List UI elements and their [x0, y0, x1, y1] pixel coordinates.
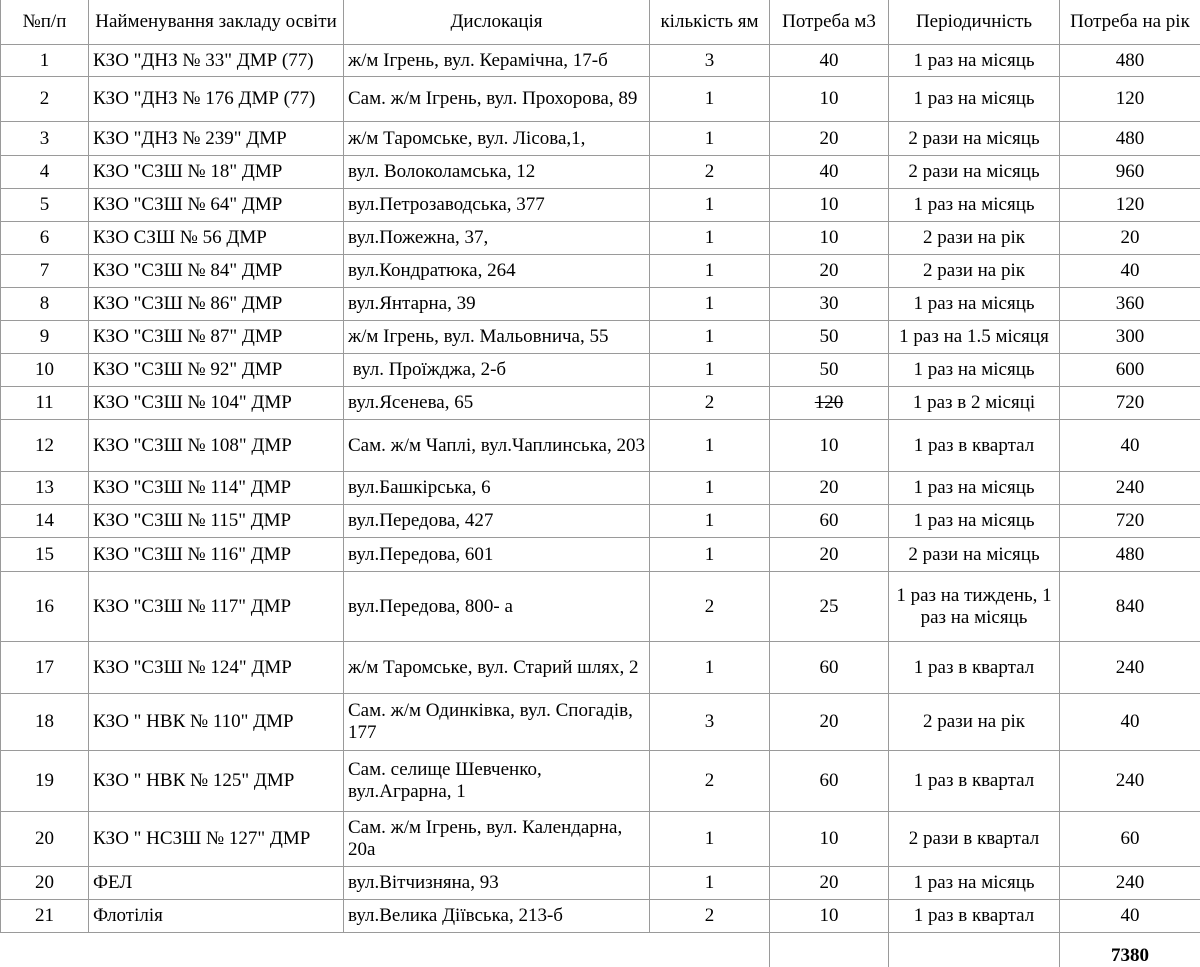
cell-year: 60: [1060, 812, 1200, 867]
cell-period: 2 рази на місяць: [889, 538, 1060, 572]
cell-year: 240: [1060, 751, 1200, 812]
cell-year: 300: [1060, 321, 1200, 354]
cell-m3: 40: [770, 45, 889, 77]
cell-num: 13: [1, 472, 89, 505]
cell-pits: 1: [650, 812, 770, 867]
cell-location: вул.Кондратюка, 264: [344, 255, 650, 288]
cell-location: ж/м Таромське, вул. Лісова,1,: [344, 122, 650, 156]
cell-location: Сам. ж/м Чаплі, вул.Чаплинська, 203: [344, 420, 650, 472]
cell-year: 480: [1060, 538, 1200, 572]
cell-period: 1 раз на місяць: [889, 472, 1060, 505]
cell-m3: 20: [770, 867, 889, 900]
cell-location: Сам. ж/м Ігрень, вул. Прохорова, 89: [344, 77, 650, 122]
table-row: [1, 255, 1200, 288]
cell-num: 5: [1, 189, 89, 222]
total-row: [1, 933, 1200, 967]
cell-location: вул.Башкірська, 6: [344, 472, 650, 505]
cell-location: вул.Передова, 601: [344, 538, 650, 572]
table-row: [1, 222, 1200, 255]
cell-num: 1: [1, 45, 89, 77]
cell-pits: 1: [650, 420, 770, 472]
cell-num: 9: [1, 321, 89, 354]
cell-name: Флотілія: [89, 900, 344, 933]
cell-name: КЗО "ДНЗ № 33" ДМР (77): [89, 45, 344, 77]
cell-num: 4: [1, 156, 89, 189]
cell-period: 1 раз в 2 місяці: [889, 387, 1060, 420]
cell-pits: 1: [650, 505, 770, 538]
cell-location: вул.Велика Діївська, 213-б: [344, 900, 650, 933]
cell-num: 15: [1, 538, 89, 572]
table-row: [1, 472, 1200, 505]
cell-year: 240: [1060, 472, 1200, 505]
cell-num: 20: [1, 867, 89, 900]
cell-year: 960: [1060, 156, 1200, 189]
cell-name: КЗО "СЗШ № 18" ДМР: [89, 156, 344, 189]
cell-m3: 20: [770, 694, 889, 751]
cell-pits: 3: [650, 45, 770, 77]
header-row: [1, 0, 1200, 45]
cell-pits: 3: [650, 694, 770, 751]
cell-location: Сам. ж/м Ігрень, вул. Календарна, 20а: [344, 812, 650, 867]
cell-num: 12: [1, 420, 89, 472]
table-row: [1, 694, 1200, 751]
cell-name: КЗО "СЗШ № 92" ДМР: [89, 354, 344, 387]
cell-pits: 1: [650, 321, 770, 354]
cell-pits: 1: [650, 222, 770, 255]
cell-m3: 50: [770, 321, 889, 354]
cell-m3: 20: [770, 472, 889, 505]
cell-location: вул.Ясенева, 65: [344, 387, 650, 420]
table-row: [1, 189, 1200, 222]
cell-year: 840: [1060, 572, 1200, 642]
cell-period: 2 рази на рік: [889, 255, 1060, 288]
cell-num: 10: [1, 354, 89, 387]
cell-period: 1 раз в квартал: [889, 900, 1060, 933]
cell-m3: 60: [770, 642, 889, 694]
header-pits: кількість ям: [650, 0, 770, 45]
cell-year: 120: [1060, 189, 1200, 222]
table-row: [1, 321, 1200, 354]
cell-period: 1 раз на місяць: [889, 45, 1060, 77]
cell-m3: 60: [770, 505, 889, 538]
cell-m3: 60: [770, 751, 889, 812]
cell-period: 1 раз на тиждень, 1 раз на місяць: [889, 572, 1060, 642]
cell-year: 600: [1060, 354, 1200, 387]
cell-name: КЗО "СЗШ № 104" ДМР: [89, 387, 344, 420]
table-row: [1, 288, 1200, 321]
cell-name: КЗО "СЗШ № 115" ДМР: [89, 505, 344, 538]
table-row: [1, 77, 1200, 122]
cell-period: 1 раз на місяць: [889, 505, 1060, 538]
cell-pits: 1: [650, 255, 770, 288]
cell-year: 40: [1060, 694, 1200, 751]
cell-period: 1 раз на місяць: [889, 189, 1060, 222]
cell-year: 720: [1060, 505, 1200, 538]
cell-period: 1 раз на місяць: [889, 288, 1060, 321]
cell-name: КЗО "СЗШ № 87" ДМР: [89, 321, 344, 354]
cell-pits: 1: [650, 189, 770, 222]
table-row: [1, 505, 1200, 538]
header-name: Найменування закладу освіти: [89, 0, 344, 45]
cell-year: 240: [1060, 642, 1200, 694]
cell-name: КЗО " НВК № 125" ДМР: [89, 751, 344, 812]
cell-location: вул.Петрозаводська, 377: [344, 189, 650, 222]
cell-num: 7: [1, 255, 89, 288]
cell-period: 2 рази на рік: [889, 694, 1060, 751]
cell-name: КЗО "СЗШ № 64" ДМР: [89, 189, 344, 222]
cell-year: 480: [1060, 45, 1200, 77]
cell-m3: 30: [770, 288, 889, 321]
cell-location: ж/м Ігрень, вул. Керамічна, 17-б: [344, 45, 650, 77]
cell-m3: 10: [770, 900, 889, 933]
cell-pits: 2: [650, 387, 770, 420]
header-num: №п/п: [1, 0, 89, 45]
table-row: [1, 867, 1200, 900]
cell-year: 120: [1060, 77, 1200, 122]
cell-location: вул.Передова, 427: [344, 505, 650, 538]
total-spacer: [1, 933, 770, 967]
cell-m3: 40: [770, 156, 889, 189]
cell-pits: 1: [650, 77, 770, 122]
cell-pits: 1: [650, 642, 770, 694]
table-row: [1, 812, 1200, 867]
cell-pits: 2: [650, 156, 770, 189]
table-row: [1, 751, 1200, 812]
cell-m3: 20: [770, 538, 889, 572]
cell-name: КЗО " НВК № 110" ДМР: [89, 694, 344, 751]
cell-period: 2 рази на місяць: [889, 156, 1060, 189]
table-row: [1, 538, 1200, 572]
table-row: [1, 900, 1200, 933]
cell-location: ж/м Ігрень, вул. Мальовнича, 55: [344, 321, 650, 354]
cell-location: Сам. ж/м Одинківка, вул. Спогадів, 177: [344, 694, 650, 751]
table-row: [1, 45, 1200, 77]
cell-location: вул.Передова, 800- а: [344, 572, 650, 642]
cell-pits: 1: [650, 288, 770, 321]
cell-location: ж/м Таромське, вул. Старий шлях, 2: [344, 642, 650, 694]
cell-period: 1 раз на місяць: [889, 77, 1060, 122]
cell-num: 3: [1, 122, 89, 156]
cell-name: КЗО "СЗШ № 114" ДМР: [89, 472, 344, 505]
cell-pits: 1: [650, 867, 770, 900]
cell-m3: 10: [770, 812, 889, 867]
cell-location: вул.Пожежна, 37,: [344, 222, 650, 255]
table-row: [1, 572, 1200, 642]
header-period: Періодичність: [889, 0, 1060, 45]
cell-name: КЗО "СЗШ № 108" ДМР: [89, 420, 344, 472]
cell-location: вул.Вітчизняна, 93: [344, 867, 650, 900]
cell-period: 1 раз на місяць: [889, 354, 1060, 387]
cell-num: 6: [1, 222, 89, 255]
header-need-year: Потреба на рік: [1060, 0, 1200, 45]
cell-m3: 120: [770, 387, 889, 420]
cell-num: 8: [1, 288, 89, 321]
cell-name: КЗО "СЗШ № 116" ДМР: [89, 538, 344, 572]
cell-name: КЗО "СЗШ № 117" ДМР: [89, 572, 344, 642]
cell-period: 2 рази на місяць: [889, 122, 1060, 156]
cell-m3: 10: [770, 420, 889, 472]
cell-name: КЗО "СЗШ № 84" ДМР: [89, 255, 344, 288]
cell-name: КЗО "СЗШ № 86" ДМР: [89, 288, 344, 321]
cell-year: 40: [1060, 420, 1200, 472]
cell-period: 1 раз на 1.5 місяця: [889, 321, 1060, 354]
cell-period: 1 раз в квартал: [889, 642, 1060, 694]
total-blank-m3: [770, 933, 889, 967]
table-row: [1, 354, 1200, 387]
cell-pits: 2: [650, 900, 770, 933]
cell-num: 20: [1, 812, 89, 867]
cell-year: 20: [1060, 222, 1200, 255]
cell-m3: 25: [770, 572, 889, 642]
cell-name: КЗО "СЗШ № 124" ДМР: [89, 642, 344, 694]
cell-num: 16: [1, 572, 89, 642]
cell-m3: 20: [770, 255, 889, 288]
total-blank-period: [889, 933, 1060, 967]
cell-year: 480: [1060, 122, 1200, 156]
table-row: [1, 420, 1200, 472]
cell-name: КЗО "ДНЗ № 176 ДМР (77): [89, 77, 344, 122]
cell-num: 2: [1, 77, 89, 122]
cell-location: вул. Проїжджа, 2-б: [344, 354, 650, 387]
table-row: [1, 387, 1200, 420]
cell-num: 21: [1, 900, 89, 933]
table-row: [1, 122, 1200, 156]
cell-m3: 50: [770, 354, 889, 387]
cell-num: 18: [1, 694, 89, 751]
cell-pits: 1: [650, 538, 770, 572]
cell-name: ФЕЛ: [89, 867, 344, 900]
cell-year: 360: [1060, 288, 1200, 321]
cell-m3: 10: [770, 77, 889, 122]
cell-period: 1 раз в квартал: [889, 420, 1060, 472]
cell-name: КЗО "ДНЗ № 239" ДМР: [89, 122, 344, 156]
cell-num: 17: [1, 642, 89, 694]
cell-name: КЗО СЗШ № 56 ДМР: [89, 222, 344, 255]
cell-m3: 10: [770, 222, 889, 255]
cell-location: Сам. селище Шевченко, вул.Аграрна, 1: [344, 751, 650, 812]
cell-num: 14: [1, 505, 89, 538]
cell-pits: 1: [650, 354, 770, 387]
cell-period: 2 рази на рік: [889, 222, 1060, 255]
cell-location: вул.Янтарна, 39: [344, 288, 650, 321]
header-need-m3: Потреба м3: [770, 0, 889, 45]
header-location: Дислокація: [344, 0, 650, 45]
cell-num: 19: [1, 751, 89, 812]
cell-num: 11: [1, 387, 89, 420]
table-row: [1, 642, 1200, 694]
total-value: 7380: [1060, 933, 1200, 967]
cell-pits: 1: [650, 122, 770, 156]
cell-m3: 10: [770, 189, 889, 222]
cell-year: 240: [1060, 867, 1200, 900]
cell-location: вул. Волоколамська, 12: [344, 156, 650, 189]
table-row: [1, 156, 1200, 189]
cell-pits: 2: [650, 572, 770, 642]
cell-m3: 20: [770, 122, 889, 156]
cell-pits: 2: [650, 751, 770, 812]
cell-year: 40: [1060, 255, 1200, 288]
cell-pits: 1: [650, 472, 770, 505]
cell-period: 2 рази в квартал: [889, 812, 1060, 867]
cell-name: КЗО " НСЗШ № 127" ДМР: [89, 812, 344, 867]
cell-year: 40: [1060, 900, 1200, 933]
cell-period: 1 раз в квартал: [889, 751, 1060, 812]
cell-period: 1 раз на місяць: [889, 867, 1060, 900]
cell-year: 720: [1060, 387, 1200, 420]
